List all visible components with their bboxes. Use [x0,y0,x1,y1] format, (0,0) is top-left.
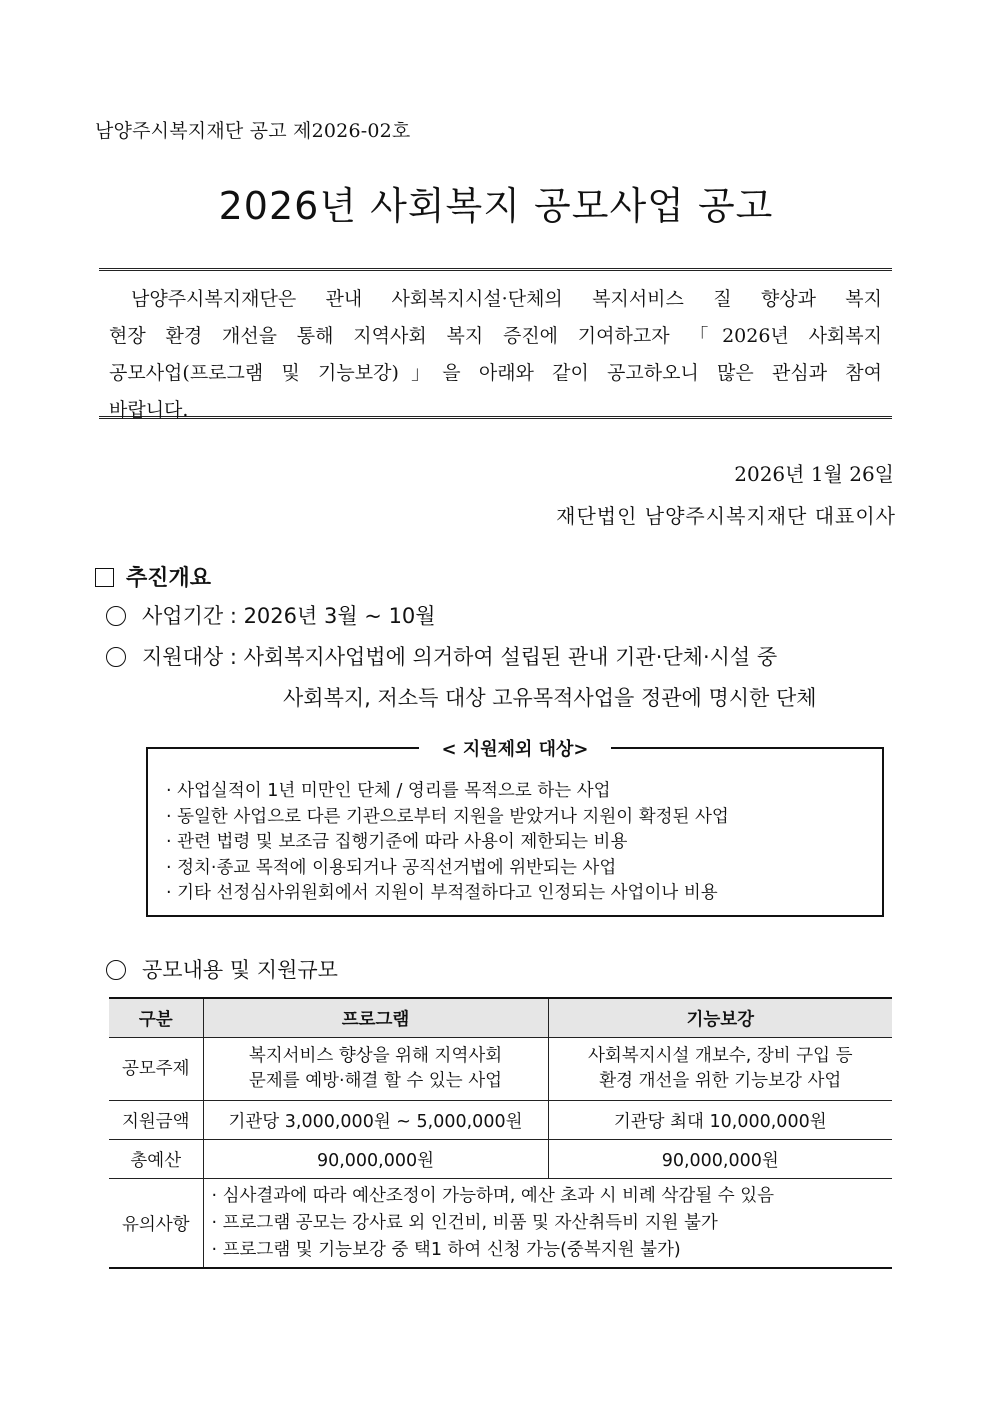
page-title: 2026년 사회복지 공모사업 공고 [218,184,774,228]
intro-text [109,281,882,429]
row-label: 유의사항 [109,1179,203,1269]
period-text: 사업기간 : 2026년 3월 ~ 10월 [142,604,436,628]
target-text: 지원대상 : 사회복지사업법에 의거하여 설립된 관내 기관·단체·시설 중 [142,645,778,669]
header-facility: 기능보강 [548,998,892,1038]
table-row [109,1140,892,1179]
topic-facility-line: 사회복지시설 개보수, 장비 구입 등 [588,1046,853,1066]
topic-facility-line: 환경 개선을 위한 기능보강 사업 [599,1071,842,1091]
table-row [109,1038,892,1101]
topic-program-line: 문제를 예방·해결 할 수 있는 사업 [248,1071,503,1091]
table-row [109,1179,892,1269]
intro-line: 바랍니다. [109,399,189,421]
notice-date: 2026년 1월 26일 [734,462,894,486]
exclusion-item: · 사업실적이 1년 미만인 단체 / 영리를 목적으로 하는 사업 [166,781,611,801]
row-label: 총예산 [109,1140,203,1179]
topic-program-line: 복지서비스 향상을 위해 지역사회 [248,1046,503,1066]
exclusion-item: · 정치·종교 목적에 이용되거나 공직선거법에 위반되는 사업 [166,857,617,878]
target-text-continued: 사회복지, 저소득 대상 고유목적사업을 정관에 명시한 단체 [283,686,817,710]
circle-bullet-icon [106,960,126,980]
notes-cell [203,1179,892,1269]
target-item [106,641,777,671]
exclusion-item: · 관련 법령 및 보조금 집행기준에 따라 사용이 제한되는 비용 [166,832,628,852]
topic-facility [548,1038,892,1101]
table-header-row [109,998,892,1038]
intro-line: 공모사업(프로그램 및 기능보강)」을 아래와 같이 공고하오니 많은 관심과 참여 [109,362,882,384]
row-label: 공모주제 [109,1038,203,1101]
section-heading [95,561,211,592]
intro-box [99,268,892,419]
total-facility: 90,000,000원 [548,1140,892,1179]
note-item: · 프로그램 공모는 강사료 외 인건비, 비품 및 자산취득비 지원 불가 [211,1212,718,1233]
amount-facility: 기관당 최대 10,000,000원 [548,1101,892,1140]
header-category: 구분 [109,998,203,1038]
intro-line: 남양주시복지재단은 관내 사회복지시설·단체의 복지서비스 질 향상과 복지 [131,288,882,310]
exclusion-title: < 지원제외 대상> [419,739,610,760]
table-row [109,1101,892,1140]
section-heading-label: 추진개요 [126,566,212,591]
budget-table [109,997,892,1269]
exclusion-box [146,739,884,917]
exclusion-list [166,779,729,907]
note-item: · 프로그램 및 기능보강 중 택1 하여 신청 가능(중복지원 불가) [211,1239,681,1260]
exclusion-item: · 동일한 사업으로 다른 기관으로부터 지원을 받았거나 지원이 확정된 사업 [166,806,729,827]
organization-name: 재단법인 남양주시복지재단 대표이사 [556,504,896,528]
header-program: 프로그램 [203,998,548,1038]
exclusion-item: · 기타 선정심사위원회에서 지원이 부적절하다고 인정되는 사업이나 비용 [166,883,718,903]
contents-heading: 공모내용 및 지원규모 [142,958,338,982]
amount-program: 기관당 3,000,000원 ~ 5,000,000원 [203,1101,548,1140]
notice-number: 남양주시복지재단 공고 제2026-02호 [95,120,411,142]
circle-bullet-icon [106,606,126,626]
note-item: · 심사결과에 따라 예산조정이 가능하며, 예산 초과 시 비례 삭감될 수 있음 [211,1185,775,1206]
circle-bullet-icon [106,647,126,667]
row-label: 지원금액 [109,1101,203,1140]
total-program: 90,000,000원 [203,1140,548,1179]
square-bullet-icon [95,568,114,587]
topic-program [203,1038,548,1101]
contents-item [106,954,338,984]
period-item [106,600,436,630]
intro-line: 현장 환경 개선을 통해 지역사회 복지 증진에 기여하고자 「2026년 사회복지 [109,325,882,347]
